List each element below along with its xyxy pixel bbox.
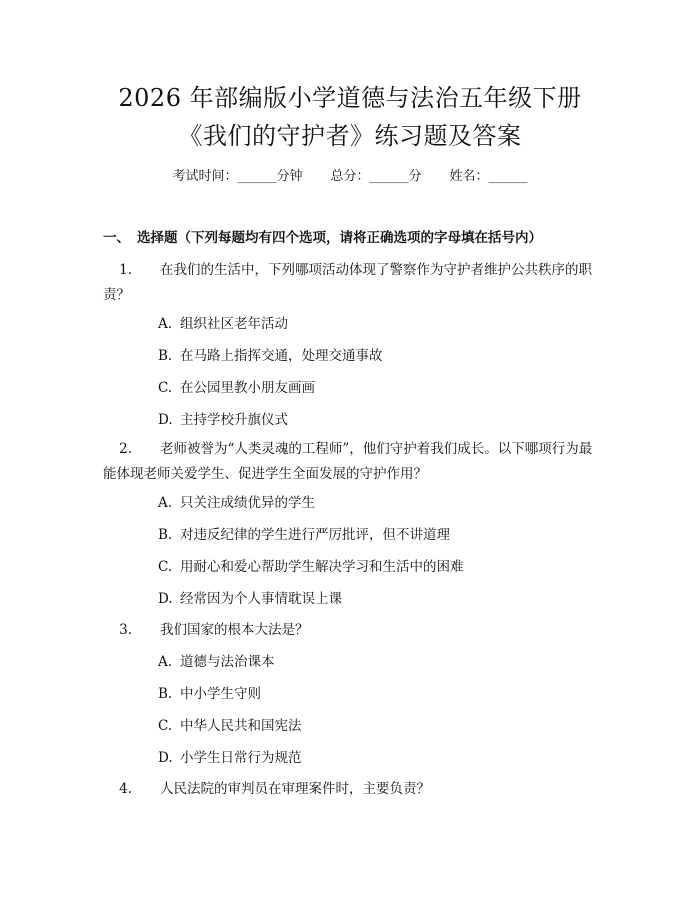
document-title-line-2: 《我们的守护者》练习题及答案 <box>178 122 522 150</box>
option-text: 对违反纪律的学生进行严厉批评，但不讲道理 <box>180 527 450 543</box>
section-heading-choice <box>103 228 542 248</box>
option-letter: D. <box>158 750 173 766</box>
exam-time-unit: 分钟 <box>276 169 303 184</box>
option-letter: D. <box>158 591 173 607</box>
option-letter: A. <box>158 495 173 511</box>
question-text: 人民法院的审判员在审理案件时，主要负责？ <box>160 781 430 797</box>
exam-time-blank: ______ <box>237 169 277 184</box>
option-text: 主持学校升旗仪式 <box>180 412 288 428</box>
option-text: 在公园里教小朋友画画 <box>180 380 315 396</box>
option-text: 在马路上指挥交通，处理交通事故 <box>180 348 383 364</box>
question-2-option-b <box>158 525 450 545</box>
option-letter: A. <box>158 654 173 670</box>
question-3-option-b <box>158 684 261 704</box>
exam-time-label: 考试时间： <box>172 169 238 184</box>
question-text: 我们国家的根本大法是？ <box>160 622 309 638</box>
total-score-unit: 分 <box>408 169 422 184</box>
question-3-option-c <box>158 716 302 736</box>
question-1-option-d <box>158 410 288 430</box>
question-number: 4. <box>119 781 132 797</box>
option-letter: A. <box>158 316 173 332</box>
question-1-option-c <box>158 378 315 398</box>
section-number: 一、 <box>103 230 130 246</box>
question-2-option-a <box>158 493 315 513</box>
exam-info-line <box>0 167 700 187</box>
option-letter: B. <box>158 686 173 702</box>
option-letter: C. <box>158 380 173 396</box>
total-score-blank: ______ <box>369 169 409 184</box>
question-1-option-a <box>158 314 288 334</box>
option-text: 组织社区老年活动 <box>180 316 288 332</box>
option-text: 只关注成绩优异的学生 <box>180 495 315 511</box>
option-text: 小学生日常行为规范 <box>180 750 302 766</box>
question-text: 在我们的生活中，下列哪项活动体现了警察作为守护者维护公共秩序的职责？ <box>103 262 592 303</box>
option-text: 经常因为个人事情耽误上课 <box>180 591 342 607</box>
option-text: 中小学生守则 <box>180 686 261 702</box>
question-2-option-c <box>158 557 464 577</box>
question-4 <box>103 777 603 802</box>
document-title-line-1: 2026 年部编版小学道德与法治五年级下册 <box>118 84 582 112</box>
option-letter: C. <box>158 718 173 734</box>
question-number: 3. <box>119 622 132 638</box>
option-text: 用耐心和爱心帮助学生解决学习和生活中的困难 <box>180 559 464 575</box>
question-number: 2. <box>119 441 132 457</box>
question-text: 老师被誉为“人类灵魂的工程师”，他们守护着我们成长。以下哪项行为最能体现老师关爱学生、促进学生全面发展的守护作用？ <box>103 441 593 482</box>
option-letter: C. <box>158 559 173 575</box>
option-letter: B. <box>158 348 173 364</box>
question-1 <box>103 258 603 308</box>
option-text: 道德与法治课本 <box>180 654 275 670</box>
option-letter: B. <box>158 527 173 543</box>
section-title: 选择题（下列每题均有四个选项，请将正确选项的字母填在括号内） <box>137 230 542 246</box>
question-3-option-d <box>158 748 302 768</box>
option-letter: D. <box>158 412 173 428</box>
student-name-blank: ______ <box>488 169 528 184</box>
question-number: 1. <box>119 262 132 278</box>
option-text: 中华人民共和国宪法 <box>180 718 302 734</box>
student-name-label: 姓名： <box>449 169 489 184</box>
question-3 <box>103 618 603 643</box>
question-2-option-d <box>158 589 342 609</box>
question-3-option-a <box>158 652 275 672</box>
question-2 <box>103 437 603 487</box>
total-score-label: 总分： <box>330 169 370 184</box>
question-1-option-b <box>158 346 383 366</box>
